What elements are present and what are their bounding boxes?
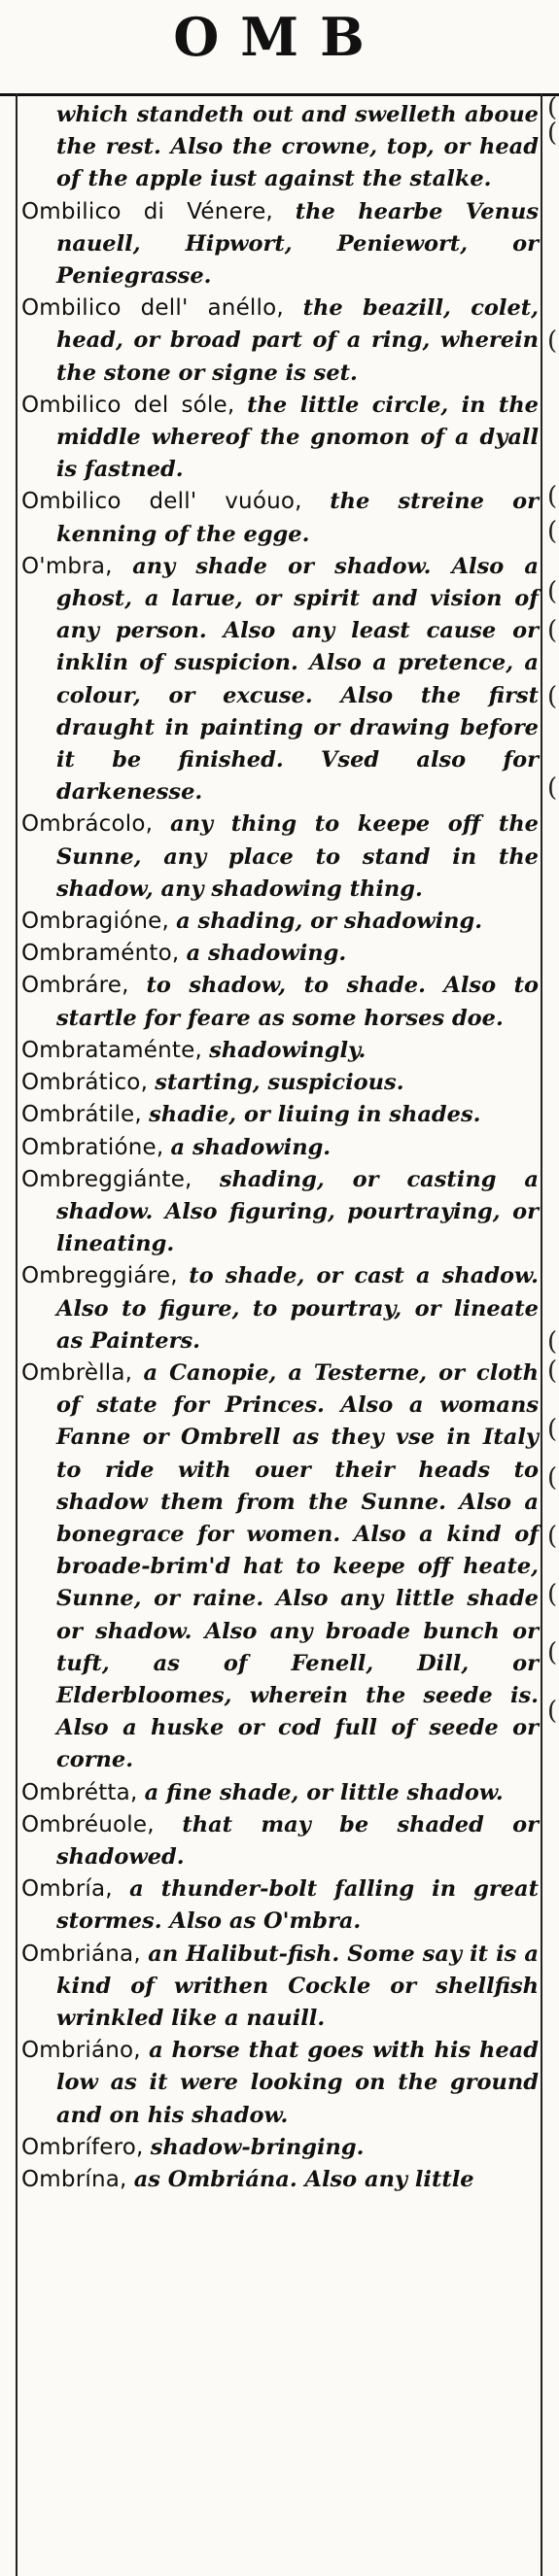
dictionary-entry — [21, 906, 539, 938]
entry-headword: Ombrífero, — [21, 2134, 144, 2160]
adjacent-column-fragments — [545, 93, 559, 2576]
margin-mark: ( — [547, 773, 558, 803]
entry-headword: Ombrétta, — [21, 1779, 138, 1805]
entry-headword: Ombratióne, — [21, 1134, 164, 1160]
dictionary-entry — [21, 2132, 539, 2164]
dictionary-entry — [21, 1260, 539, 1357]
dictionary-entry — [21, 551, 539, 809]
entry-headword: Ombreggiánte, — [21, 1166, 192, 1192]
dictionary-entry — [21, 1939, 539, 2036]
entry-headword: Ombriáno, — [21, 2038, 141, 2064]
entry-definition: as Ombriána. Also any little — [133, 2167, 474, 2192]
margin-mark: ( — [547, 517, 558, 546]
margin-mark: ( — [547, 1580, 558, 1609]
dictionary-entry — [21, 1357, 539, 1777]
dictionary-entry — [21, 99, 539, 196]
margin-mark: ( — [547, 1638, 558, 1667]
entry-headword: Ombrátile, — [21, 1102, 142, 1128]
dictionary-entry — [21, 2035, 539, 2132]
entry-headword: Ombreggiáre, — [21, 1263, 178, 1289]
column-rule-left — [16, 93, 17, 2576]
entry-headword: Ombrína, — [21, 2167, 127, 2192]
entry-definition: shadow-bringing. — [150, 2134, 365, 2160]
entry-headword: O'mbra, — [21, 553, 113, 579]
dictionary-entry — [21, 1099, 539, 1131]
entry-headword: Ombilico di Vénere, — [21, 198, 273, 224]
margin-mark: ( — [547, 1522, 558, 1551]
dictionary-entry — [21, 390, 539, 487]
dictionary-entry — [21, 1067, 539, 1099]
entry-definition: a shadowing. — [170, 1134, 332, 1160]
dictionary-entry — [21, 1809, 539, 1873]
entry-definition: a shading, or shadowing. — [176, 909, 483, 935]
entry-definition: the beazill, colet, head, or broad part of a ring, wherein the stone or signe is set. — [56, 295, 539, 386]
entry-headword: Ombrèlla, — [21, 1359, 133, 1386]
dictionary-entry — [21, 1035, 539, 1067]
entry-definition: a Canopie, a Testerne, or cloth of state for Princes. Also a womans Fanne or Ombrell as they vse in Italy to ride with ouer their heads to shadow them from the Sunne. Also a bonegrace for women. Also a kind of broade-brim'd hat to keepe off heate, Sunne, or raine. Also any little shade or shadow. Also any broade bunch or tuft, as of Fenell, Dill, or Elderbloomes, wherein the seede is. Also a huske or cod full of seede or corne. — [56, 1359, 539, 1773]
entry-headword: Ombréuole, — [21, 1811, 155, 1838]
entry-definition: an Halibut-fish. Some say it is a kind of writhen Cockle or shellfish wrinkled like a nauill. — [56, 1941, 539, 2031]
margin-mark: ( — [547, 1357, 558, 1386]
margin-mark: ( — [547, 1415, 558, 1444]
entry-definition: shading, or casting a shadow. Also figuring, pourtraying, or lineating. — [56, 1166, 539, 1257]
dictionary-entry — [21, 938, 539, 970]
entry-headword: Ombilico del sóle, — [21, 392, 235, 418]
entry-headword: Ombilico dell' vuóuo, — [21, 489, 302, 515]
entry-headword: Ombrácolo, — [21, 811, 154, 838]
entry-definition: any thing to keepe off the Sunne, any place to stand in the shadow, any shadowing thing. — [56, 811, 540, 902]
margin-mark: ( — [547, 119, 558, 148]
column-rule-right — [541, 93, 542, 2576]
entry-headword: Ombilico dell' anéllo, — [21, 295, 284, 322]
dictionary-entry — [21, 1873, 539, 1938]
entry-definition: shadie, or liuing in shades. — [149, 1102, 481, 1128]
dictionary-entry — [21, 2164, 539, 2196]
entry-definition: a horse that goes with his head low as it were looking on the ground and on his shadow. — [56, 2038, 540, 2128]
entry-definition: to shadow, to shade. Also to startle for feare as some horses doe. — [56, 973, 539, 1031]
margin-mark: ( — [547, 93, 558, 122]
running-head: OMB — [173, 6, 386, 68]
margin-mark: ( — [547, 482, 558, 511]
margin-mark: ( — [547, 1697, 558, 1726]
entry-definition: that may be shaded or shadowed. — [56, 1811, 540, 1870]
dictionary-entry — [21, 292, 539, 390]
entry-definition: shadowingly. — [209, 1037, 367, 1063]
margin-mark: ( — [547, 1327, 558, 1357]
entry-definition: the little circle, in the middle whereof the gnomon of a dyall is fastned. — [56, 392, 539, 483]
entry-headword: Ombría, — [21, 1876, 113, 1903]
entry-headword: Ombrataménte, — [21, 1037, 202, 1063]
entry-definition: the hearbe Venus nauell, Hipwort, Peniewort, or Peniegrasse. — [56, 198, 539, 290]
dictionary-entry — [21, 1777, 539, 1809]
entry-list — [21, 99, 539, 2196]
margin-mark: ( — [547, 682, 558, 711]
entry-headword: Ombriána, — [21, 1941, 141, 1967]
margin-mark: ( — [547, 1463, 558, 1493]
dictionary-entry — [21, 1164, 539, 1261]
entry-definition: which standeth out and swelleth aboue the rest. Also the crowne, top, or head of the apple iust against the stalke. — [56, 102, 539, 192]
entry-definition: starting, suspicious. — [155, 1070, 404, 1096]
entry-definition: a thunder-bolt falling in great stormes. Also as O'mbra. — [56, 1876, 539, 1935]
dictionary-entry — [21, 808, 539, 906]
entry-definition: a shadowing. — [186, 941, 347, 967]
entry-definition: a fine shade, or little shadow. — [144, 1779, 504, 1805]
margin-mark: ( — [547, 326, 558, 356]
entry-headword: Ombragióne, — [21, 909, 169, 935]
dictionary-entry — [21, 486, 539, 550]
dictionary-entry — [21, 1132, 539, 1164]
margin-mark: ( — [547, 577, 558, 606]
dictionary-entry — [21, 196, 539, 293]
entry-definition: to shade, or cast a shadow. Also to figure, to pourtray, or lineate as Painters. — [56, 1263, 540, 1354]
dictionary-entry — [21, 970, 539, 1034]
entry-headword: Ombraménto, — [21, 941, 180, 967]
margin-mark: ( — [547, 616, 558, 645]
page-header — [0, 0, 559, 96]
entry-definition: the streine or kenning of the egge. — [56, 489, 539, 547]
entry-definition: any shade or shadow. Also a ghost, a larue, or spirit and vision of any person. Also any least cause or inklin of suspicion. Also a pretence, a colour, or excuse. Also the first draught in painting or drawing before it be finished. Vsed also for darkenesse. — [56, 553, 540, 806]
entry-headword: Ombrático, — [21, 1070, 149, 1096]
entry-headword: Ombráre, — [21, 973, 129, 999]
